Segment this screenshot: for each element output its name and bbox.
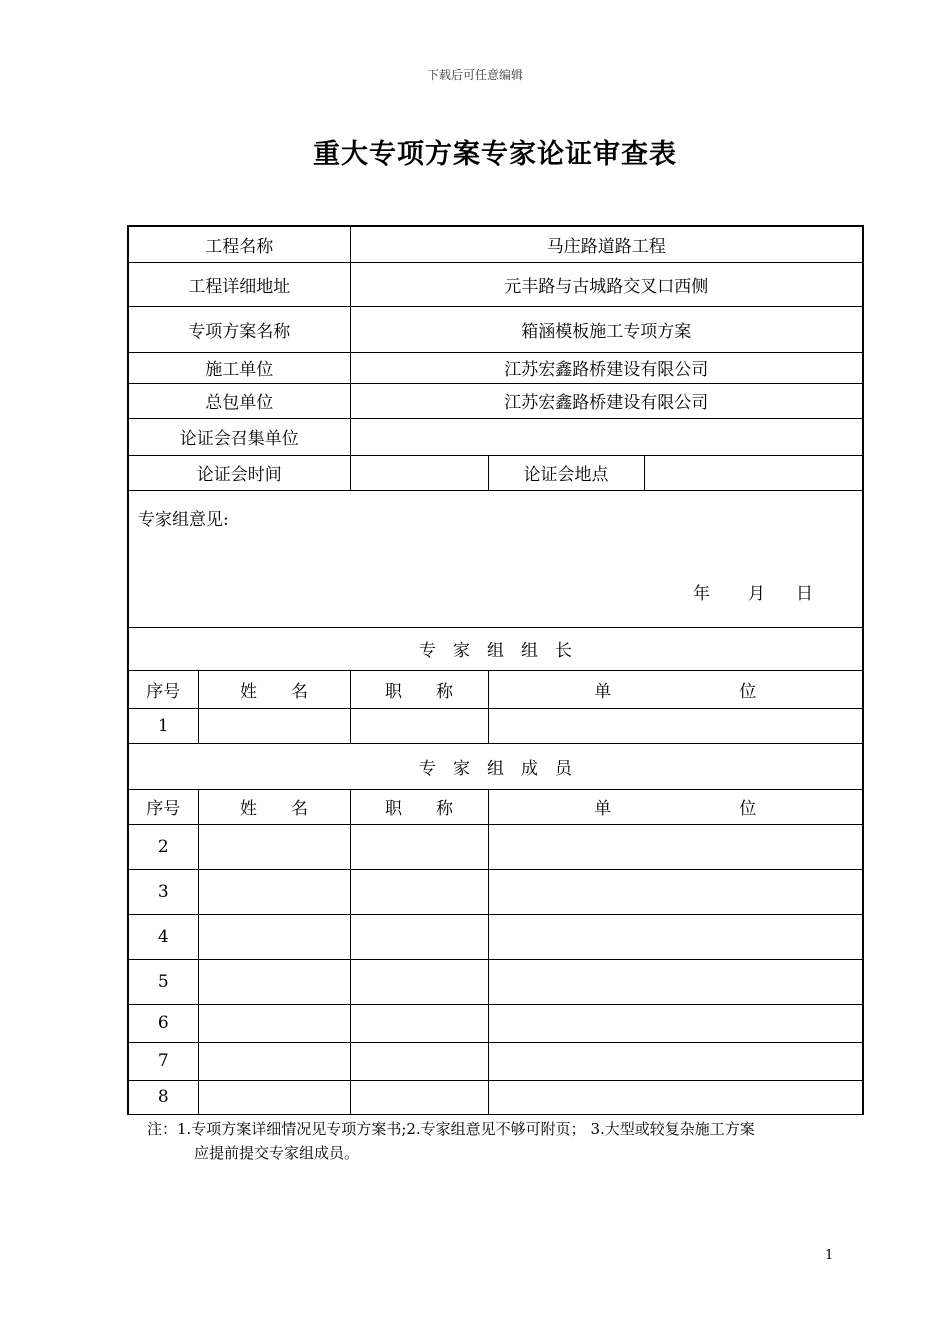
leader-col-name: 姓 名 [198,670,350,708]
row-plan-name [128,306,863,352]
project-name-label: 工程名称 [128,226,350,262]
member-row-name[interactable] [198,914,350,959]
member-row-title[interactable] [350,824,488,869]
general-contractor-value: 江苏宏鑫路桥建设有限公司 [350,383,863,418]
table-row [128,914,863,959]
member-row-no: 7 [128,1042,198,1080]
meeting-time-label: 论证会时间 [128,455,350,490]
member-col-no: 序号 [128,789,198,824]
member-section-heading: 专 家 组 成 员 [128,743,863,789]
construction-unit-value: 江苏宏鑫路桥建设有限公司 [350,352,863,383]
member-row-unit[interactable] [488,914,863,959]
member-row-unit[interactable] [488,869,863,914]
member-row-title[interactable] [350,959,488,1004]
header-note: 下载后可任意编辑 [426,68,523,82]
leader-col-unit [488,670,863,708]
leader-col-unit-2: 位 [739,681,757,702]
document-title: 重大专项方案专家论证审查表 [313,139,677,170]
row-member-heading [128,743,863,789]
member-row-title[interactable] [350,914,488,959]
row-member-columns [128,789,863,824]
member-col-name: 姓 名 [198,789,350,824]
member-col-title: 职 称 [350,789,488,824]
member-row-unit[interactable] [488,824,863,869]
opinion-month: 月 [748,583,765,604]
meeting-place-value[interactable] [644,455,863,490]
leader-col-unit-1: 单 [594,681,612,702]
footnote [147,1117,755,1165]
footnote-line-2: 应提前提交专家组成员。 [194,1144,360,1162]
member-row-title[interactable] [350,1004,488,1042]
leader-col-title: 职 称 [350,670,488,708]
page-number: 1 [825,1248,834,1263]
row-leader-heading [128,627,863,670]
footnote-line-1: 注：1.专项方案详细情况见专项方案书;2.专家组意见不够可附页； 3.大型或较复杂施工方案 [147,1120,755,1138]
table-row [128,824,863,869]
member-row-no: 4 [128,914,198,959]
table-row [128,1042,863,1080]
table-row [128,708,863,743]
row-general-contractor [128,383,863,418]
opinion-year: 年 [693,583,710,604]
table-row [128,869,863,914]
member-row-unit[interactable] [488,959,863,1004]
member-row-name[interactable] [198,824,350,869]
convener-value[interactable] [350,418,863,455]
convener-label: 论证会召集单位 [128,418,350,455]
plan-name-label: 专项方案名称 [128,306,350,352]
member-row-title[interactable] [350,869,488,914]
leader-row-name[interactable] [198,708,350,743]
opinion-day: 日 [796,583,813,604]
leader-row-unit[interactable] [488,708,863,743]
meeting-place-label: 论证会地点 [488,455,644,490]
expert-opinion-label: 专家组意见: [138,509,229,530]
general-contractor-label: 总包单位 [128,383,350,418]
member-row-unit[interactable] [488,1080,863,1114]
member-col-unit-2: 位 [739,799,757,819]
construction-unit-label: 施工单位 [128,352,350,383]
member-row-unit[interactable] [488,1004,863,1042]
leader-col-no: 序号 [128,670,198,708]
member-col-unit-1: 单 [594,799,612,819]
row-project-name [128,226,863,262]
leader-row-title[interactable] [350,708,488,743]
member-row-name[interactable] [198,869,350,914]
table-row [128,959,863,1004]
leader-row-no: 1 [128,708,198,743]
project-name-value: 马庄路道路工程 [350,226,863,262]
member-row-name[interactable] [198,1004,350,1042]
row-construction-unit [128,352,863,383]
address-label: 工程详细地址 [128,262,350,306]
row-convener [128,418,863,455]
member-row-unit[interactable] [488,1042,863,1080]
table-row [128,1080,863,1114]
member-col-unit [488,789,863,824]
member-row-no: 2 [128,824,198,869]
member-row-name[interactable] [198,959,350,1004]
plan-name-value: 箱涵模板施工专项方案 [350,306,863,352]
member-row-name[interactable] [198,1042,350,1080]
review-form-table [127,225,864,1115]
row-address [128,262,863,306]
opinion-date [693,579,813,604]
member-row-title[interactable] [350,1080,488,1114]
row-meeting [128,455,863,490]
member-row-title[interactable] [350,1042,488,1080]
row-leader-columns [128,670,863,708]
meeting-time-value[interactable] [350,455,488,490]
expert-opinion-cell[interactable] [128,490,863,627]
member-row-no: 6 [128,1004,198,1042]
leader-section-heading: 专 家 组 组 长 [128,627,863,670]
member-row-no: 8 [128,1080,198,1114]
member-row-name[interactable] [198,1080,350,1114]
table-row [128,1004,863,1042]
address-value: 元丰路与古城路交叉口西侧 [350,262,863,306]
member-row-no: 3 [128,869,198,914]
member-row-no: 5 [128,959,198,1004]
row-expert-opinion [128,490,863,627]
